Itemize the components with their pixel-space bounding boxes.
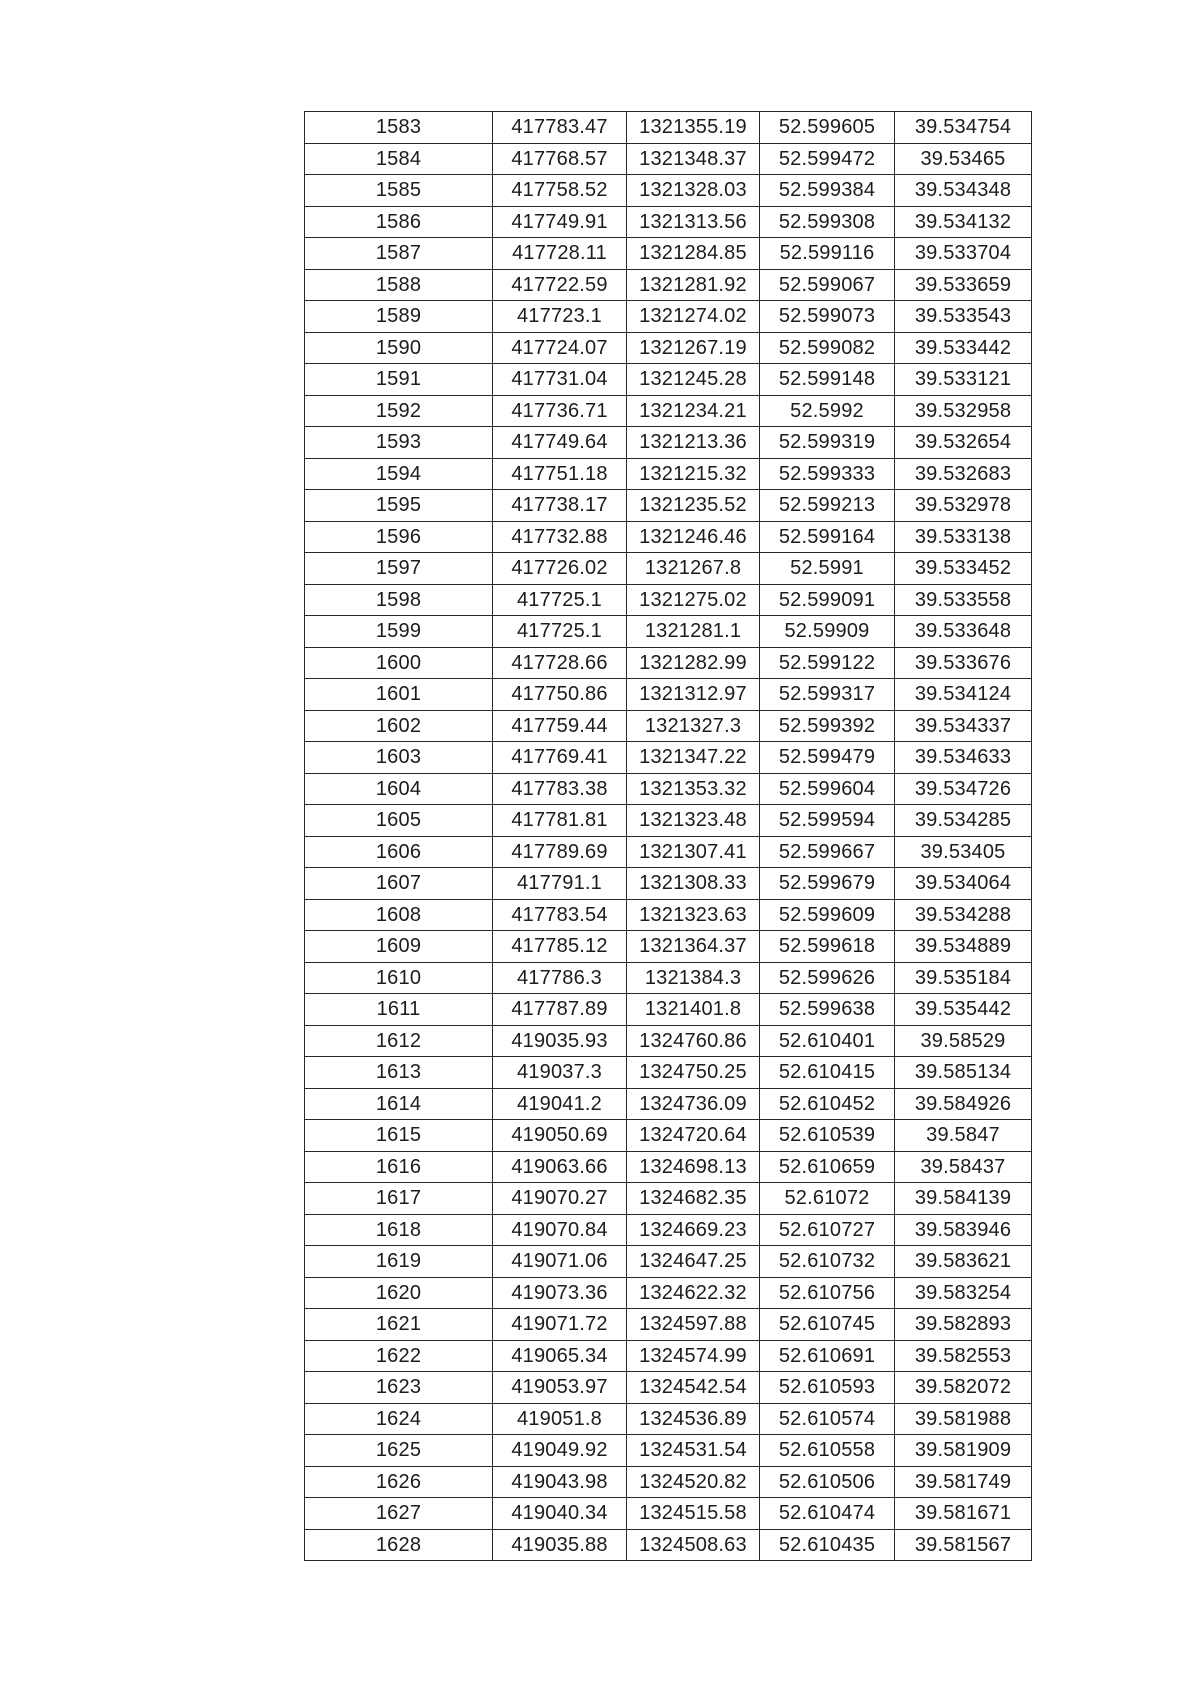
- y-coordinate-cell: 1321213.36: [627, 427, 760, 459]
- x-coordinate-cell: 417781.81: [493, 805, 627, 837]
- x-coordinate-cell: 417738.17: [493, 490, 627, 522]
- latitude-cell: 52.61072: [760, 1183, 895, 1215]
- y-coordinate-cell: 1324720.64: [627, 1120, 760, 1152]
- table-row: [305, 1372, 1032, 1404]
- x-coordinate-cell: 419071.06: [493, 1246, 627, 1278]
- y-coordinate-cell: 1324698.13: [627, 1151, 760, 1183]
- longitude-cell: 39.532683: [895, 458, 1032, 490]
- longitude-cell: 39.534348: [895, 175, 1032, 207]
- table-row: [305, 490, 1032, 522]
- table-row: [305, 395, 1032, 427]
- longitude-cell: 39.533676: [895, 647, 1032, 679]
- x-coordinate-cell: 417758.52: [493, 175, 627, 207]
- x-coordinate-cell: 419035.93: [493, 1025, 627, 1057]
- latitude-cell: 52.599392: [760, 710, 895, 742]
- longitude-cell: 39.533442: [895, 332, 1032, 364]
- point-number-cell: 1610: [305, 962, 493, 994]
- point-number-cell: 1588: [305, 269, 493, 301]
- table-row: [305, 616, 1032, 648]
- y-coordinate-cell: 1321353.32: [627, 773, 760, 805]
- latitude-cell: 52.599604: [760, 773, 895, 805]
- x-coordinate-cell: 419070.84: [493, 1214, 627, 1246]
- x-coordinate-cell: 419071.72: [493, 1309, 627, 1341]
- x-coordinate-cell: 417749.64: [493, 427, 627, 459]
- longitude-cell: 39.53405: [895, 836, 1032, 868]
- table-row: [305, 521, 1032, 553]
- latitude-cell: 52.599148: [760, 364, 895, 396]
- latitude-cell: 52.610732: [760, 1246, 895, 1278]
- point-number-cell: 1602: [305, 710, 493, 742]
- point-number-cell: 1595: [305, 490, 493, 522]
- y-coordinate-cell: 1321215.32: [627, 458, 760, 490]
- longitude-cell: 39.581567: [895, 1529, 1032, 1561]
- longitude-cell: 39.583946: [895, 1214, 1032, 1246]
- point-number-cell: 1604: [305, 773, 493, 805]
- point-number-cell: 1598: [305, 584, 493, 616]
- table-row: [305, 1151, 1032, 1183]
- y-coordinate-cell: 1321245.28: [627, 364, 760, 396]
- table-row: [305, 175, 1032, 207]
- latitude-cell: 52.610401: [760, 1025, 895, 1057]
- y-coordinate-cell: 1324750.25: [627, 1057, 760, 1089]
- y-coordinate-cell: 1321364.37: [627, 931, 760, 963]
- point-number-cell: 1594: [305, 458, 493, 490]
- point-number-cell: 1593: [305, 427, 493, 459]
- y-coordinate-cell: 1321267.8: [627, 553, 760, 585]
- point-number-cell: 1583: [305, 112, 493, 144]
- latitude-cell: 52.599067: [760, 269, 895, 301]
- y-coordinate-cell: 1324574.99: [627, 1340, 760, 1372]
- latitude-cell: 52.599164: [760, 521, 895, 553]
- x-coordinate-cell: 417768.57: [493, 143, 627, 175]
- point-number-cell: 1589: [305, 301, 493, 333]
- x-coordinate-cell: 417731.04: [493, 364, 627, 396]
- x-coordinate-cell: 417728.11: [493, 238, 627, 270]
- table-row: [305, 584, 1032, 616]
- point-number-cell: 1585: [305, 175, 493, 207]
- longitude-cell: 39.583621: [895, 1246, 1032, 1278]
- longitude-cell: 39.534633: [895, 742, 1032, 774]
- x-coordinate-cell: 417749.91: [493, 206, 627, 238]
- longitude-cell: 39.581671: [895, 1498, 1032, 1530]
- y-coordinate-cell: 1321313.56: [627, 206, 760, 238]
- table-row: [305, 710, 1032, 742]
- y-coordinate-cell: 1321384.3: [627, 962, 760, 994]
- longitude-cell: 39.5847: [895, 1120, 1032, 1152]
- point-number-cell: 1623: [305, 1372, 493, 1404]
- point-number-cell: 1609: [305, 931, 493, 963]
- x-coordinate-cell: 417789.69: [493, 836, 627, 868]
- longitude-cell: 39.533659: [895, 269, 1032, 301]
- latitude-cell: 52.599317: [760, 679, 895, 711]
- y-coordinate-cell: 1321323.48: [627, 805, 760, 837]
- latitude-cell: 52.599609: [760, 899, 895, 931]
- table-row: [305, 679, 1032, 711]
- longitude-cell: 39.533648: [895, 616, 1032, 648]
- latitude-cell: 52.610745: [760, 1309, 895, 1341]
- y-coordinate-cell: 1324515.58: [627, 1498, 760, 1530]
- latitude-cell: 52.599618: [760, 931, 895, 963]
- longitude-cell: 39.533543: [895, 301, 1032, 333]
- x-coordinate-cell: 419070.27: [493, 1183, 627, 1215]
- longitude-cell: 39.534337: [895, 710, 1032, 742]
- table-row: [305, 458, 1032, 490]
- y-coordinate-cell: 1324736.09: [627, 1088, 760, 1120]
- point-number-cell: 1587: [305, 238, 493, 270]
- longitude-cell: 39.582553: [895, 1340, 1032, 1372]
- point-number-cell: 1597: [305, 553, 493, 585]
- latitude-cell: 52.599679: [760, 868, 895, 900]
- point-number-cell: 1592: [305, 395, 493, 427]
- table-row: [305, 553, 1032, 585]
- table-row: [305, 1466, 1032, 1498]
- longitude-cell: 39.583254: [895, 1277, 1032, 1309]
- point-number-cell: 1620: [305, 1277, 493, 1309]
- point-number-cell: 1612: [305, 1025, 493, 1057]
- table-row: [305, 364, 1032, 396]
- point-number-cell: 1599: [305, 616, 493, 648]
- y-coordinate-cell: 1321234.21: [627, 395, 760, 427]
- longitude-cell: 39.533121: [895, 364, 1032, 396]
- point-number-cell: 1603: [305, 742, 493, 774]
- y-coordinate-cell: 1321246.46: [627, 521, 760, 553]
- latitude-cell: 52.599626: [760, 962, 895, 994]
- point-number-cell: 1613: [305, 1057, 493, 1089]
- table-row: [305, 1246, 1032, 1278]
- x-coordinate-cell: 417786.3: [493, 962, 627, 994]
- y-coordinate-cell: 1324682.35: [627, 1183, 760, 1215]
- longitude-cell: 39.534285: [895, 805, 1032, 837]
- y-coordinate-cell: 1324760.86: [627, 1025, 760, 1057]
- latitude-cell: 52.610415: [760, 1057, 895, 1089]
- table-row: [305, 1120, 1032, 1152]
- y-coordinate-cell: 1321235.52: [627, 490, 760, 522]
- table-row: [305, 1529, 1032, 1561]
- point-number-cell: 1601: [305, 679, 493, 711]
- y-coordinate-cell: 1324597.88: [627, 1309, 760, 1341]
- table-row: [305, 427, 1032, 459]
- x-coordinate-cell: 419049.92: [493, 1435, 627, 1467]
- y-coordinate-cell: 1321401.8: [627, 994, 760, 1026]
- longitude-cell: 39.534889: [895, 931, 1032, 963]
- point-number-cell: 1605: [305, 805, 493, 837]
- latitude-cell: 52.610506: [760, 1466, 895, 1498]
- latitude-cell: 52.610474: [760, 1498, 895, 1530]
- coordinates-table: [304, 111, 1032, 1561]
- latitude-cell: 52.599122: [760, 647, 895, 679]
- point-number-cell: 1614: [305, 1088, 493, 1120]
- x-coordinate-cell: 417751.18: [493, 458, 627, 490]
- longitude-cell: 39.58529: [895, 1025, 1032, 1057]
- longitude-cell: 39.535442: [895, 994, 1032, 1026]
- latitude-cell: 52.599091: [760, 584, 895, 616]
- table-row: [305, 868, 1032, 900]
- x-coordinate-cell: 419037.3: [493, 1057, 627, 1089]
- y-coordinate-cell: 1324536.89: [627, 1403, 760, 1435]
- y-coordinate-cell: 1321281.1: [627, 616, 760, 648]
- table-row: [305, 1183, 1032, 1215]
- x-coordinate-cell: 417728.66: [493, 647, 627, 679]
- y-coordinate-cell: 1324622.32: [627, 1277, 760, 1309]
- x-coordinate-cell: 417785.12: [493, 931, 627, 963]
- longitude-cell: 39.581749: [895, 1466, 1032, 1498]
- longitude-cell: 39.58437: [895, 1151, 1032, 1183]
- latitude-cell: 52.599073: [760, 301, 895, 333]
- point-number-cell: 1615: [305, 1120, 493, 1152]
- y-coordinate-cell: 1321355.19: [627, 112, 760, 144]
- latitude-cell: 52.610691: [760, 1340, 895, 1372]
- point-number-cell: 1600: [305, 647, 493, 679]
- point-number-cell: 1596: [305, 521, 493, 553]
- x-coordinate-cell: 419065.34: [493, 1340, 627, 1372]
- longitude-cell: 39.533138: [895, 521, 1032, 553]
- latitude-cell: 52.610539: [760, 1120, 895, 1152]
- longitude-cell: 39.582893: [895, 1309, 1032, 1341]
- x-coordinate-cell: 417787.89: [493, 994, 627, 1026]
- point-number-cell: 1627: [305, 1498, 493, 1530]
- latitude-cell: 52.599472: [760, 143, 895, 175]
- latitude-cell: 52.610727: [760, 1214, 895, 1246]
- latitude-cell: 52.599213: [760, 490, 895, 522]
- table-row: [305, 1214, 1032, 1246]
- longitude-cell: 39.534132: [895, 206, 1032, 238]
- y-coordinate-cell: 1324669.23: [627, 1214, 760, 1246]
- y-coordinate-cell: 1321323.63: [627, 899, 760, 931]
- table-row: [305, 805, 1032, 837]
- table-row: [305, 332, 1032, 364]
- x-coordinate-cell: 417736.71: [493, 395, 627, 427]
- latitude-cell: 52.599082: [760, 332, 895, 364]
- table-row: [305, 1498, 1032, 1530]
- point-number-cell: 1622: [305, 1340, 493, 1372]
- latitude-cell: 52.610593: [760, 1372, 895, 1404]
- table-row: [305, 836, 1032, 868]
- point-number-cell: 1591: [305, 364, 493, 396]
- y-coordinate-cell: 1321348.37: [627, 143, 760, 175]
- table-row: [305, 301, 1032, 333]
- y-coordinate-cell: 1321307.41: [627, 836, 760, 868]
- longitude-cell: 39.532958: [895, 395, 1032, 427]
- y-coordinate-cell: 1324531.54: [627, 1435, 760, 1467]
- longitude-cell: 39.533558: [895, 584, 1032, 616]
- x-coordinate-cell: 417769.41: [493, 742, 627, 774]
- latitude-cell: 52.599333: [760, 458, 895, 490]
- latitude-cell: 52.599308: [760, 206, 895, 238]
- latitude-cell: 52.599594: [760, 805, 895, 837]
- table-row: [305, 1309, 1032, 1341]
- x-coordinate-cell: 417783.38: [493, 773, 627, 805]
- y-coordinate-cell: 1321328.03: [627, 175, 760, 207]
- longitude-cell: 39.584926: [895, 1088, 1032, 1120]
- x-coordinate-cell: 417726.02: [493, 553, 627, 585]
- point-number-cell: 1628: [305, 1529, 493, 1561]
- table-row: [305, 1435, 1032, 1467]
- latitude-cell: 52.610435: [760, 1529, 895, 1561]
- latitude-cell: 52.599384: [760, 175, 895, 207]
- y-coordinate-cell: 1321284.85: [627, 238, 760, 270]
- table-row: [305, 931, 1032, 963]
- latitude-cell: 52.599116: [760, 238, 895, 270]
- longitude-cell: 39.534754: [895, 112, 1032, 144]
- x-coordinate-cell: 419040.34: [493, 1498, 627, 1530]
- table-row: [305, 647, 1032, 679]
- table-row: [305, 269, 1032, 301]
- x-coordinate-cell: 419073.36: [493, 1277, 627, 1309]
- latitude-cell: 52.5992: [760, 395, 895, 427]
- table-row: [305, 1403, 1032, 1435]
- table-row: [305, 773, 1032, 805]
- table-row: [305, 1025, 1032, 1057]
- x-coordinate-cell: 417750.86: [493, 679, 627, 711]
- x-coordinate-cell: 419050.69: [493, 1120, 627, 1152]
- y-coordinate-cell: 1321347.22: [627, 742, 760, 774]
- point-number-cell: 1611: [305, 994, 493, 1026]
- longitude-cell: 39.581988: [895, 1403, 1032, 1435]
- latitude-cell: 52.599667: [760, 836, 895, 868]
- longitude-cell: 39.533704: [895, 238, 1032, 270]
- x-coordinate-cell: 417732.88: [493, 521, 627, 553]
- y-coordinate-cell: 1321275.02: [627, 584, 760, 616]
- x-coordinate-cell: 419063.66: [493, 1151, 627, 1183]
- point-number-cell: 1621: [305, 1309, 493, 1341]
- y-coordinate-cell: 1321312.97: [627, 679, 760, 711]
- point-number-cell: 1584: [305, 143, 493, 175]
- x-coordinate-cell: 417725.1: [493, 584, 627, 616]
- latitude-cell: 52.5991: [760, 553, 895, 585]
- latitude-cell: 52.610659: [760, 1151, 895, 1183]
- point-number-cell: 1606: [305, 836, 493, 868]
- latitude-cell: 52.599638: [760, 994, 895, 1026]
- table-row: [305, 899, 1032, 931]
- table-row: [305, 1277, 1032, 1309]
- table-row: [305, 1088, 1032, 1120]
- longitude-cell: 39.581909: [895, 1435, 1032, 1467]
- y-coordinate-cell: 1324647.25: [627, 1246, 760, 1278]
- point-number-cell: 1619: [305, 1246, 493, 1278]
- table-row: [305, 1057, 1032, 1089]
- longitude-cell: 39.584139: [895, 1183, 1032, 1215]
- point-number-cell: 1608: [305, 899, 493, 931]
- y-coordinate-cell: 1324520.82: [627, 1466, 760, 1498]
- x-coordinate-cell: 419053.97: [493, 1372, 627, 1404]
- x-coordinate-cell: 419051.8: [493, 1403, 627, 1435]
- point-number-cell: 1617: [305, 1183, 493, 1215]
- longitude-cell: 39.535184: [895, 962, 1032, 994]
- table-row: [305, 742, 1032, 774]
- latitude-cell: 52.599319: [760, 427, 895, 459]
- longitude-cell: 39.532654: [895, 427, 1032, 459]
- point-number-cell: 1586: [305, 206, 493, 238]
- y-coordinate-cell: 1321282.99: [627, 647, 760, 679]
- latitude-cell: 52.59909: [760, 616, 895, 648]
- table-row: [305, 962, 1032, 994]
- table-row: [305, 994, 1032, 1026]
- longitude-cell: 39.534124: [895, 679, 1032, 711]
- point-number-cell: 1624: [305, 1403, 493, 1435]
- longitude-cell: 39.53465: [895, 143, 1032, 175]
- latitude-cell: 52.610574: [760, 1403, 895, 1435]
- point-number-cell: 1616: [305, 1151, 493, 1183]
- x-coordinate-cell: 417783.47: [493, 112, 627, 144]
- longitude-cell: 39.532978: [895, 490, 1032, 522]
- y-coordinate-cell: 1324508.63: [627, 1529, 760, 1561]
- longitude-cell: 39.534288: [895, 899, 1032, 931]
- y-coordinate-cell: 1324542.54: [627, 1372, 760, 1404]
- longitude-cell: 39.533452: [895, 553, 1032, 585]
- latitude-cell: 52.610756: [760, 1277, 895, 1309]
- x-coordinate-cell: 417783.54: [493, 899, 627, 931]
- point-number-cell: 1607: [305, 868, 493, 900]
- longitude-cell: 39.582072: [895, 1372, 1032, 1404]
- point-number-cell: 1626: [305, 1466, 493, 1498]
- y-coordinate-cell: 1321281.92: [627, 269, 760, 301]
- table-row: [305, 1340, 1032, 1372]
- y-coordinate-cell: 1321267.19: [627, 332, 760, 364]
- table-row: [305, 238, 1032, 270]
- table-row: [305, 206, 1032, 238]
- longitude-cell: 39.534726: [895, 773, 1032, 805]
- x-coordinate-cell: 419043.98: [493, 1466, 627, 1498]
- table-row: [305, 112, 1032, 144]
- y-coordinate-cell: 1321308.33: [627, 868, 760, 900]
- x-coordinate-cell: 417791.1: [493, 868, 627, 900]
- latitude-cell: 52.599479: [760, 742, 895, 774]
- point-number-cell: 1625: [305, 1435, 493, 1467]
- latitude-cell: 52.610558: [760, 1435, 895, 1467]
- point-number-cell: 1618: [305, 1214, 493, 1246]
- latitude-cell: 52.610452: [760, 1088, 895, 1120]
- x-coordinate-cell: 417725.1: [493, 616, 627, 648]
- longitude-cell: 39.585134: [895, 1057, 1032, 1089]
- x-coordinate-cell: 419035.88: [493, 1529, 627, 1561]
- y-coordinate-cell: 1321327.3: [627, 710, 760, 742]
- x-coordinate-cell: 417722.59: [493, 269, 627, 301]
- coordinates-table-body: [305, 112, 1032, 1561]
- point-number-cell: 1590: [305, 332, 493, 364]
- table-row: [305, 143, 1032, 175]
- x-coordinate-cell: 417724.07: [493, 332, 627, 364]
- latitude-cell: 52.599605: [760, 112, 895, 144]
- longitude-cell: 39.534064: [895, 868, 1032, 900]
- x-coordinate-cell: 417759.44: [493, 710, 627, 742]
- y-coordinate-cell: 1321274.02: [627, 301, 760, 333]
- x-coordinate-cell: 419041.2: [493, 1088, 627, 1120]
- x-coordinate-cell: 417723.1: [493, 301, 627, 333]
